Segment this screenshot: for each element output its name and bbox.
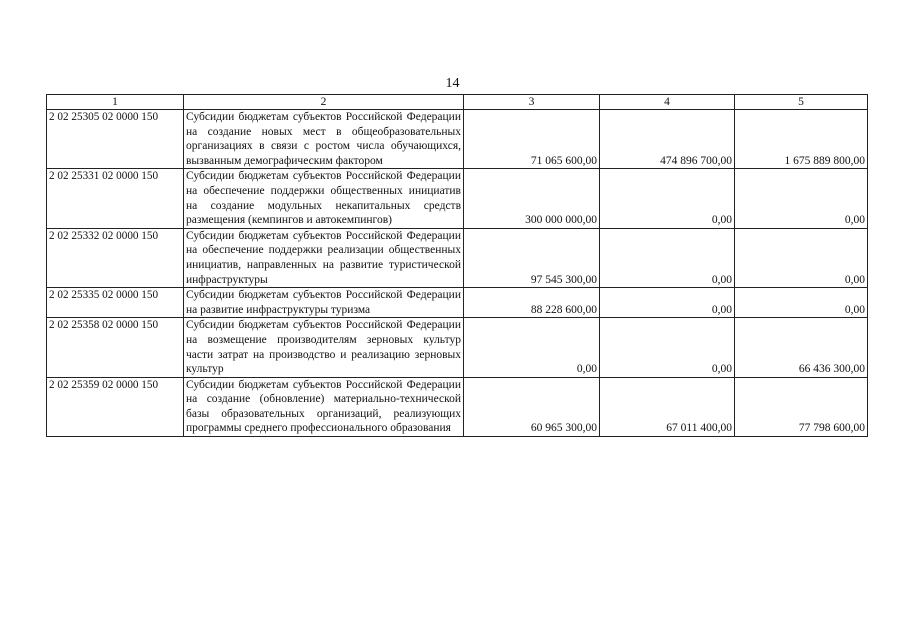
budget-code-cell: 2 02 25359 02 0000 150	[47, 377, 184, 436]
description-cell: Субсидии бюджетам субъектов Российской Федерации на обеспечение поддержки общественных инициатив на создание модульных некапитальных средств размещения (кемпингов и автокемпингов)	[184, 169, 464, 228]
budget-code-cell: 2 02 25305 02 0000 150	[47, 110, 184, 169]
amount-col5-cell: 0,00	[735, 288, 868, 318]
amount-col3-cell: 0,00	[464, 318, 600, 377]
header-cell: 3	[464, 95, 600, 110]
budget-code-cell: 2 02 25335 02 0000 150	[47, 288, 184, 318]
amount-col3-cell: 60 965 300,00	[464, 377, 600, 436]
amount-col5-cell: 77 798 600,00	[735, 377, 868, 436]
amount-col4-cell: 67 011 400,00	[600, 377, 735, 436]
amount-col4-cell: 0,00	[600, 169, 735, 228]
description-cell: Субсидии бюджетам субъектов Российской Федерации на обеспечение поддержки реализации общественных инициатив, направленных на развитие туристической инфраструктуры	[184, 228, 464, 287]
table-header-row	[47, 95, 868, 110]
budget-code-cell: 2 02 25332 02 0000 150	[47, 228, 184, 287]
header-cell: 2	[184, 95, 464, 110]
amount-col4-cell: 0,00	[600, 288, 735, 318]
page-number: 14	[445, 76, 460, 91]
header-cell: 1	[47, 95, 184, 110]
amount-col4-cell: 0,00	[600, 228, 735, 287]
budget-code-cell: 2 02 25358 02 0000 150	[47, 318, 184, 377]
table-row	[47, 110, 868, 169]
description-cell: Субсидии бюджетам субъектов Российской Федерации на создание новых мест в общеобразовательных организациях в связи с ростом числа обучающихся, вызванным демографическим фактором	[184, 110, 464, 169]
table-row	[47, 318, 868, 377]
table-row	[47, 377, 868, 436]
amount-col3-cell: 88 228 600,00	[464, 288, 600, 318]
description-cell: Субсидии бюджетам субъектов Российской Федерации на развитие инфраструктуры туризма	[184, 288, 464, 318]
budget-code-cell: 2 02 25331 02 0000 150	[47, 169, 184, 228]
amount-col3-cell: 71 065 600,00	[464, 110, 600, 169]
table-row	[47, 288, 868, 318]
amount-col3-cell: 97 545 300,00	[464, 228, 600, 287]
amount-col5-cell: 1 675 889 800,00	[735, 110, 868, 169]
description-cell: Субсидии бюджетам субъектов Российской Федерации на создание (обновление) материально-технической базы образовательных организаций, реализующих программы среднего профессионального образования	[184, 377, 464, 436]
amount-col5-cell: 66 436 300,00	[735, 318, 868, 377]
header-cell: 5	[735, 95, 868, 110]
table-row	[47, 169, 868, 228]
table-row	[47, 228, 868, 287]
amount-col5-cell: 0,00	[735, 228, 868, 287]
amount-col5-cell: 0,00	[735, 169, 868, 228]
budget-table	[46, 94, 868, 437]
amount-col4-cell: 0,00	[600, 318, 735, 377]
description-cell: Субсидии бюджетам субъектов Российской Федерации на возмещение производителям зерновых культур части затрат на производство и реализацию зерновых культур	[184, 318, 464, 377]
header-cell: 4	[600, 95, 735, 110]
amount-col3-cell: 300 000 000,00	[464, 169, 600, 228]
amount-col4-cell: 474 896 700,00	[600, 110, 735, 169]
